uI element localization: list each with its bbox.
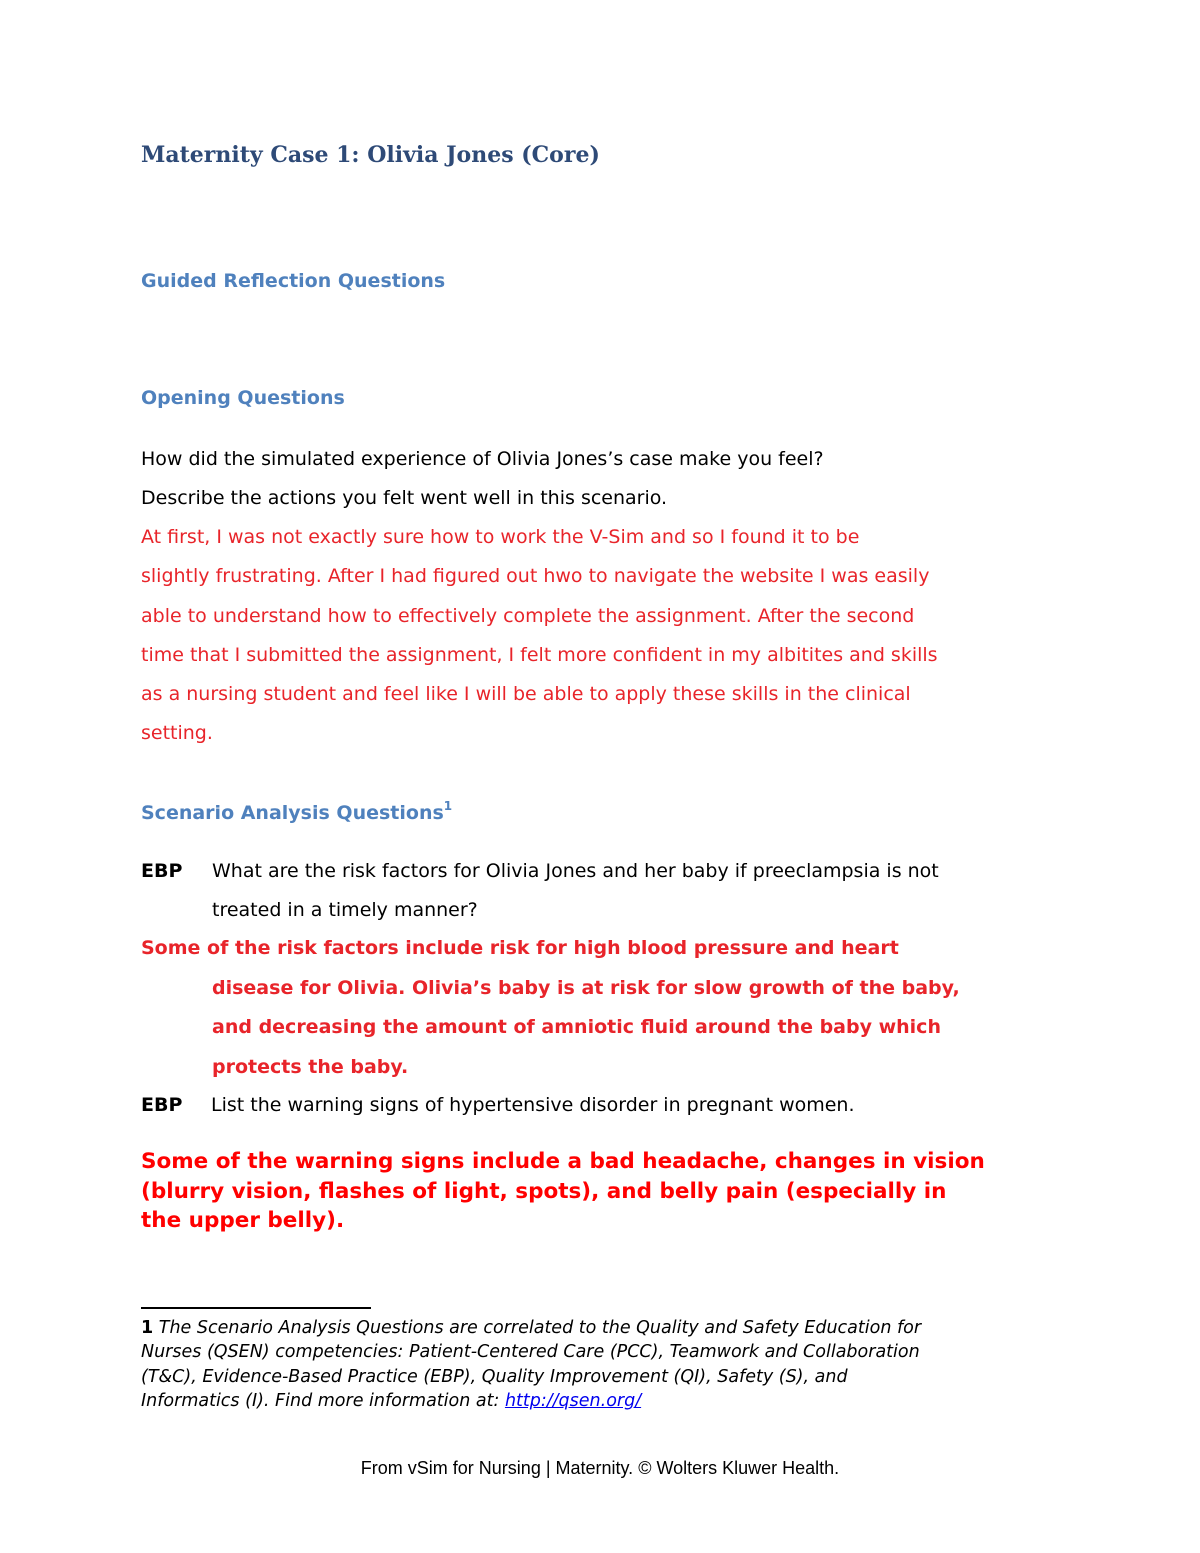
answer-line: setting. <box>141 722 213 745</box>
footnote-text: Informatics (I). Find more information at: <box>141 1390 505 1411</box>
footnote-line: (T&C), Evidence-Based Practice (EBP), Quality Improvement (QI), Safety (S), and <box>141 1366 848 1387</box>
footnote <box>141 1316 1041 1413</box>
section-heading-guided-reflection: Guided Reflection Questions <box>141 270 446 292</box>
page-footer: From vSim for Nursing | Maternity. © Wolters Kluwer Health. <box>360 1458 840 1478</box>
answer-line: slightly frustrating. After I had figured out hwo to navigate the website I was easily <box>141 565 930 588</box>
answer-line: the upper belly). <box>141 1208 345 1233</box>
opening-answer <box>141 518 1071 754</box>
question-line: What are the risk factors for Olivia Jones and her baby if preeclampsia is not <box>212 860 939 882</box>
question-category-label: EBP <box>141 1094 183 1116</box>
scenario-answer-2 <box>141 1147 1081 1236</box>
question-line: treated in a timely manner? <box>212 899 478 921</box>
question-text <box>212 852 1071 930</box>
scenario-question-2 <box>141 1086 1071 1125</box>
footnote-separator <box>141 1307 371 1309</box>
footnote-reference[interactable]: 1 <box>443 799 453 813</box>
question-line: List the warning signs of hypertensive disorder in pregnant women. <box>211 1094 855 1116</box>
opening-question-2: Describe the actions you felt went well in this scenario. <box>141 487 668 509</box>
heading-scenario-analysis <box>141 799 452 824</box>
answer-line: Some of the warning signs include a bad headache, changes in vision <box>141 1149 985 1174</box>
scenario-heading-text: Scenario Analysis Questions <box>141 802 444 824</box>
question-text <box>211 1086 1071 1125</box>
footnote-number: 1 <box>141 1318 154 1338</box>
footnote-line <box>141 1389 1041 1413</box>
answer-line: protects the baby. <box>212 1055 409 1078</box>
answer-line: (blurry vision, flashes of light, spots), and belly pain (especially in <box>141 1178 947 1204</box>
scenario-question-1 <box>141 852 1071 930</box>
answer-line: and decreasing the amount of amniotic fluid around the baby which <box>212 1016 941 1038</box>
answer-line: Some of the risk factors include risk for high blood pressure and heart <box>141 937 899 959</box>
heading-opening-questions: Opening Questions <box>141 387 345 409</box>
footnote-line <box>141 1316 1041 1340</box>
footnote-text: The Scenario Analysis Questions are correlated to the Quality and Safety Education for <box>158 1318 922 1338</box>
answer-line: time that I submitted the assignment, I felt more confident in my albitites and skills <box>141 643 938 666</box>
answer-line: disease for Olivia. Olivia’s baby is at risk for slow growth of the baby, <box>212 976 960 999</box>
answer-line: At first, I was not exactly sure how to work the V-Sim and so I found it to be <box>141 526 860 548</box>
footnote-line: Nurses (QSEN) competencies: Patient-Centered Care (PCC), Teamwork and Collaboration <box>141 1342 920 1363</box>
scenario-answer-1 <box>141 929 1081 1087</box>
qsen-link[interactable]: http://qsen.org/ <box>504 1390 642 1411</box>
document-title: Maternity Case 1: Olivia Jones (Core) <box>141 142 600 168</box>
opening-question-1: How did the simulated experience of Olivia Jones’s case make you feel? <box>141 448 824 470</box>
answer-line: as a nursing student and feel like I will be able to apply these skills in the clinical <box>141 683 911 706</box>
answer-line: able to understand how to effectively complete the assignment. After the second <box>141 604 915 627</box>
question-category-label: EBP <box>141 860 183 882</box>
